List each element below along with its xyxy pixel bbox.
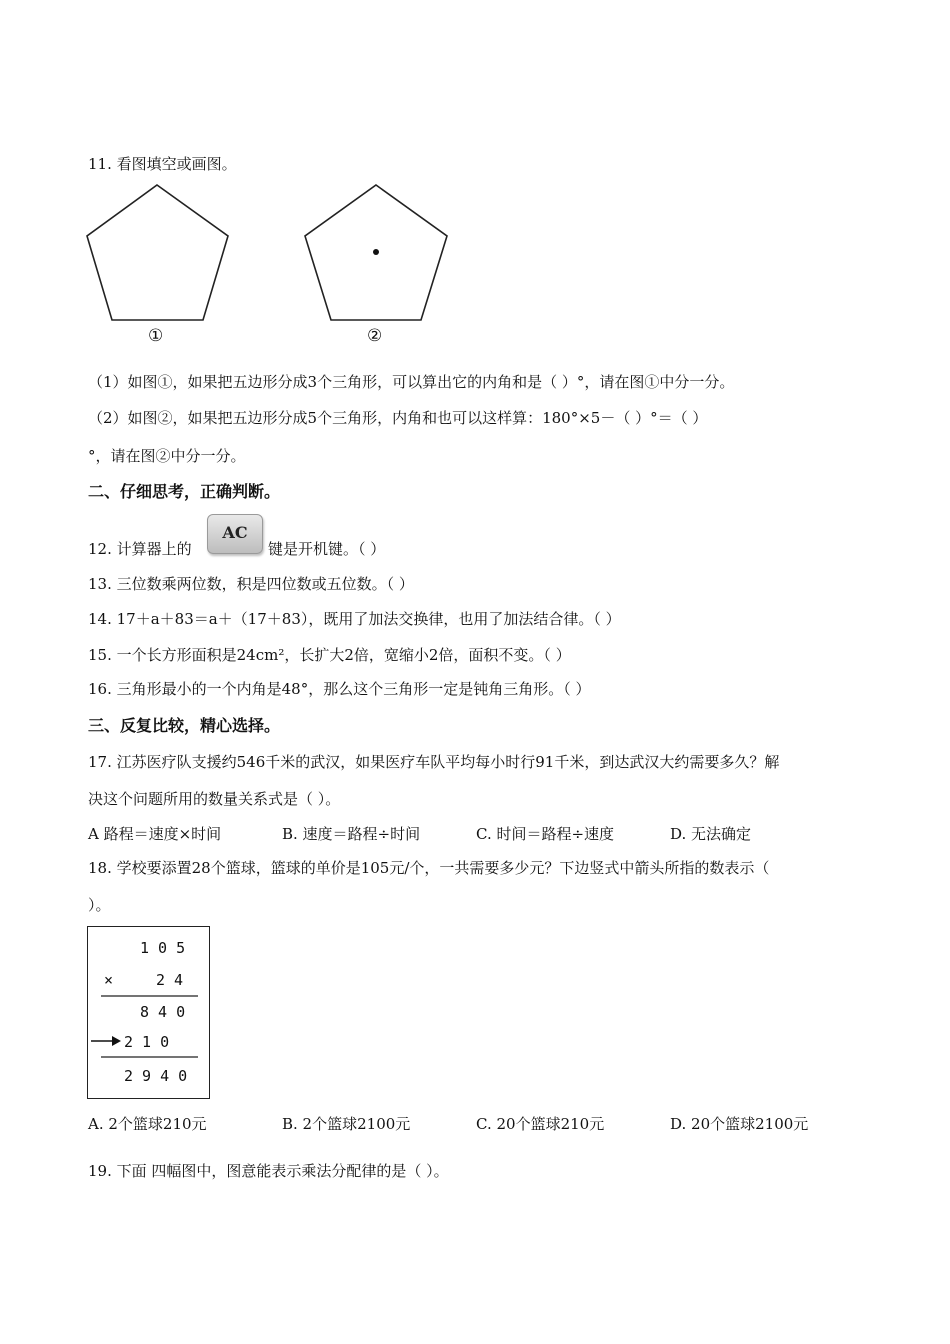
q11-title: 11. 看图填空或画图。 — [88, 155, 237, 173]
q18-option-a: A. 2个篮球210元 — [88, 1115, 207, 1133]
pentagon-1 — [87, 185, 228, 320]
q14-text: 14. 17＋a＋83＝a＋（17＋83），既用了加法交换律，也用了加法结合律。（ ） — [88, 610, 621, 628]
q16-text: 16. 三角形最小的一个内角是48°，那么这个三角形一定是钝角三角形。（ ） — [88, 680, 591, 698]
q17-line1: 17. 江苏医疗队支援约546千米的武汉，如果医疗车队平均每小时行91千米，到达武汉大约需要多久？解 — [88, 753, 780, 771]
q17-option-d: D. 无法确定 — [670, 825, 752, 843]
q11-part2-line2: °，请在图②中分一分。 — [88, 447, 246, 465]
q18-option-d: D. 20个篮球2100元 — [670, 1115, 809, 1133]
ac-key-icon: AC — [207, 514, 263, 554]
q17-option-b: B. 速度＝路程÷时间 — [282, 825, 421, 843]
q17-option-c: C. 时间＝路程÷速度 — [476, 825, 615, 843]
q12-prefix: 12. 计算器上的 — [88, 540, 192, 558]
section2-heading: 二、仔细思考，正确判断。 — [88, 482, 281, 501]
calc-row-partial1: 8 4 0 — [140, 1003, 186, 1021]
q19-text: 19. 下面 四幅图中，图意能表示乘法分配律的是（ ）。 — [88, 1162, 449, 1180]
q18-option-b: B. 2个篮球2100元 — [282, 1115, 411, 1133]
q11-part1: （1）如图①，如果把五边形分成3个三角形，可以算出它的内角和是（ ）°，请在图①中分一分。 — [88, 373, 735, 391]
calc-row-product: 2 9 4 0 — [124, 1067, 188, 1085]
q18-line1: 18. 学校要添置28个篮球，篮球的单价是105元/个，一共需要多少元？下边竖式中箭头所指的数表示（ — [88, 859, 770, 877]
pentagon-2 — [305, 185, 447, 320]
calc-times-sign: × — [104, 971, 114, 989]
center-dot — [373, 249, 379, 255]
q15-text: 15. 一个长方形面积是24cm²，长扩大2倍，宽缩小2倍，面积不变。（ ） — [88, 646, 571, 664]
q11-part2-line1: （2）如图②，如果把五边形分成5个三角形，内角和也可以这样算：180°×5－（ ）°＝（ ） — [88, 409, 708, 427]
q17-option-a: A 路程＝速度×时间 — [88, 825, 222, 843]
q18-option-c: C. 20个篮球210元 — [476, 1115, 605, 1133]
calc-row-multiplicand: 1 0 5 — [140, 939, 186, 957]
figure-label-1: ① — [148, 326, 164, 346]
calc-row-multiplier: 2 4 — [156, 971, 184, 989]
q12-suffix: 键是开机键。（ ） — [268, 540, 386, 558]
q13-text: 13. 三位数乘两位数，积是四位数或五位数。（ ） — [88, 575, 414, 593]
figure-label-2: ② — [367, 326, 383, 346]
q18-line2: ）。 — [88, 896, 111, 914]
q17-line2: 决这个问题所用的数量关系式是（ ）。 — [88, 790, 341, 808]
section3-heading: 三、反复比较，精心选择。 — [88, 716, 281, 735]
calc-row-partial2: 2 1 0 — [124, 1033, 170, 1051]
